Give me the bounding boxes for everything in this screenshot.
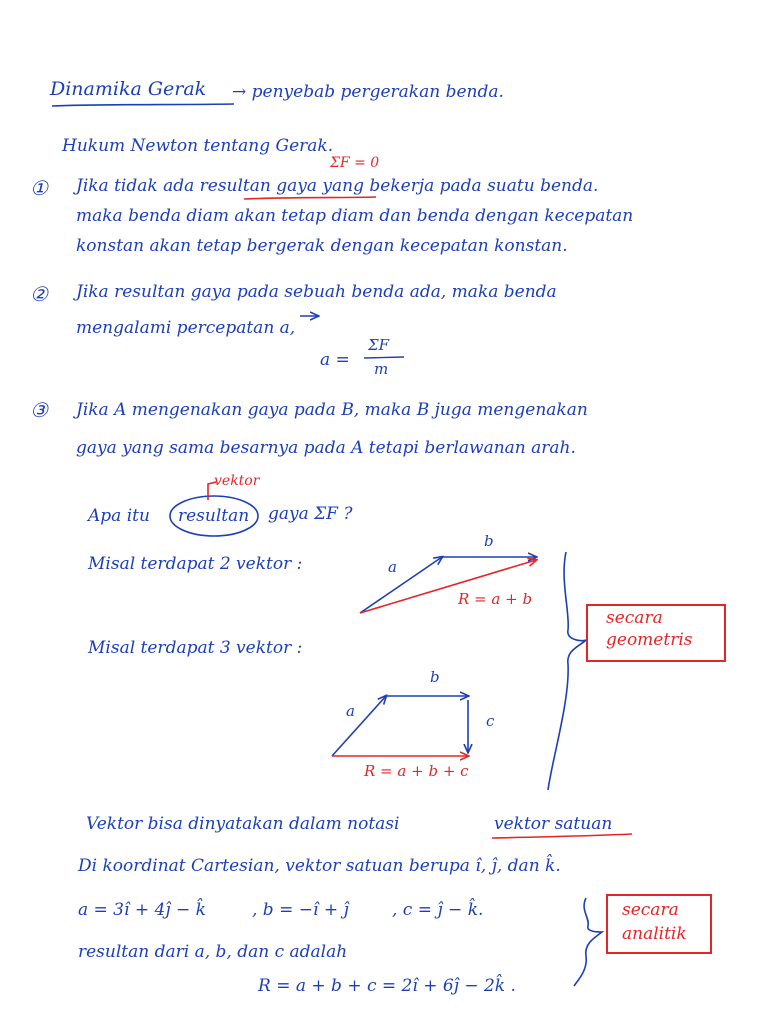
resultant-label: R = a + b [458, 590, 533, 608]
law2-line: mengalami percepatan a, [76, 318, 296, 338]
geometric-box-line: geometris [606, 630, 693, 650]
page-title: Dinamika Gerak [50, 78, 207, 100]
section-heading: Hukum Newton tentang Gerak. [62, 136, 334, 156]
law1-line: Jika tidak ada resultan gaya yang bekerja pada suatu benda. [76, 176, 599, 196]
law1-line: maka benda diam akan tetap diam dan benda dengan kecepatan [76, 206, 634, 226]
geometric-box-line: secara [606, 608, 663, 628]
vector-c-label: c [486, 712, 495, 730]
question-prefix: Apa itu [88, 506, 150, 526]
unit-line2: Di koordinat Cartesian, vektor satuan berupa î, ĵ, dan k̂. [78, 856, 561, 876]
law2-formula-numerator: ΣF [368, 336, 390, 354]
law3-line: Jika A mengenakan gaya pada B, maka B juga mengenakan [76, 400, 588, 420]
law3-line: gaya yang sama besarnya pada A tetapi berlawanan arah. [76, 438, 576, 458]
resultant-equation: R = a + b + c = 2î + 6ĵ − 2k̂ . [258, 976, 516, 996]
unit-line4: resultan dari a, b, dan c adalah [78, 942, 348, 962]
title-underline [52, 104, 234, 106]
fraction-bar [364, 357, 404, 358]
law1-annotation: ΣF = 0 [330, 155, 380, 171]
vektor-pointer [208, 482, 216, 500]
question-circled: resultan [178, 506, 250, 526]
analytic-box-line: secara [622, 900, 679, 920]
vector-b-label: b [484, 532, 494, 550]
unit-line1: Vektor bisa dinyatakan dalam notasi [86, 814, 400, 834]
vektor-satuan-underline [492, 834, 632, 838]
example2-text: Misal terdapat 2 vektor : [88, 554, 303, 574]
vector-a-arrow [360, 557, 442, 613]
law2-line: Jika resultan gaya pada sebuah benda ada, maka benda [76, 282, 557, 302]
resultant-label: R = a + b + c [364, 762, 469, 780]
example3-text: Misal terdapat 3 vektor : [88, 638, 303, 658]
title-note: → penyebab pergerakan benda. [232, 82, 504, 102]
unit-underlined-term: vektor satuan [494, 814, 613, 834]
law3-number: ③ [30, 398, 48, 422]
law2-number: ② [30, 282, 48, 306]
law2-formula-lhs: a = [320, 350, 350, 370]
resultan-circle [170, 496, 258, 536]
analytic-brace [574, 898, 602, 986]
vector-a-equation: a = 3î + 4ĵ − k̂ [78, 900, 206, 920]
vector-a-label: a [388, 558, 397, 576]
law1-line: konstan akan tetap bergerak dengan kecepatan konstan. [76, 236, 568, 256]
vector-a-arrow [332, 696, 386, 756]
vector-b-equation: , b = −î + ĵ [252, 900, 349, 920]
vector-a-label: a [346, 702, 355, 720]
geometric-brace [548, 552, 586, 790]
vector-c-equation: , c = ĵ − k̂. [392, 900, 484, 920]
law2-formula-denominator: m [374, 360, 389, 378]
vector-annotation: vektor [214, 473, 260, 489]
law1-number: ① [30, 176, 48, 200]
resultant-arrow [360, 560, 536, 613]
vector-b-label: b [430, 668, 440, 686]
analytic-box-line: analitik [622, 924, 687, 944]
resultan-gaya-underline [244, 197, 376, 199]
question-suffix: gaya ΣF ? [268, 504, 353, 524]
